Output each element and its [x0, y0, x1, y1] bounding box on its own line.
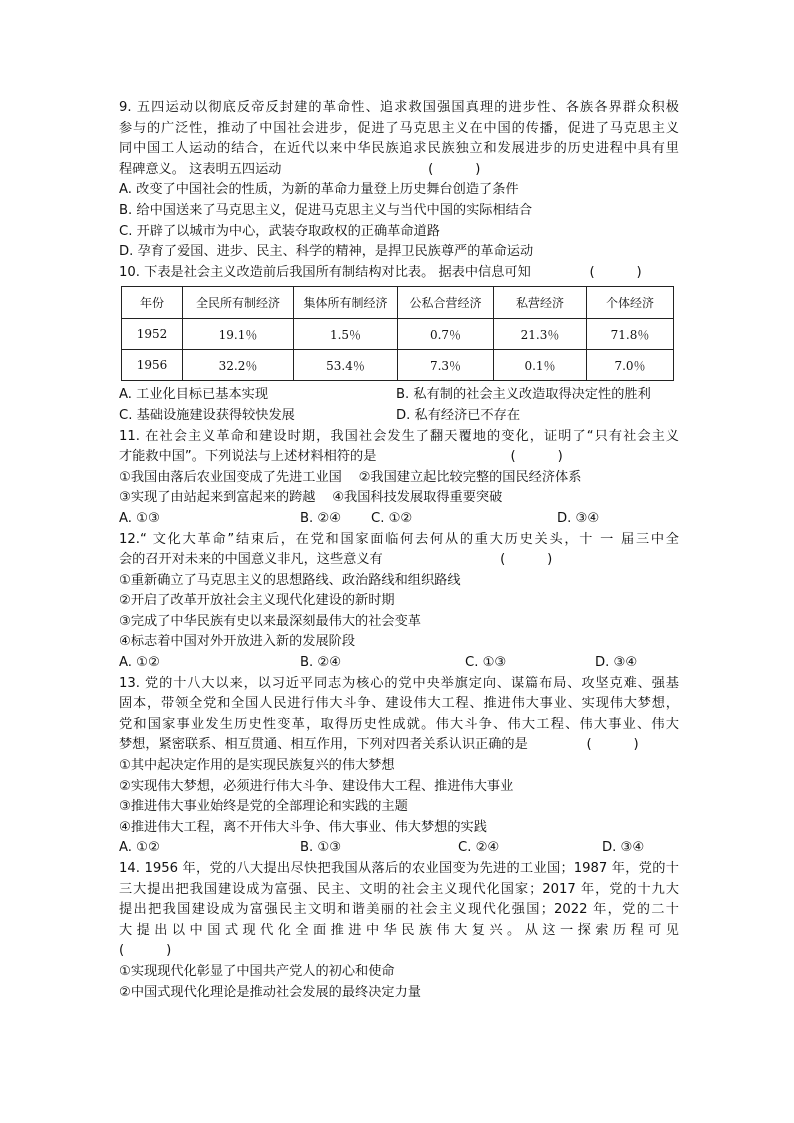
- question-11-stem-line: 11. 在社会主义革命和建设时期，我国社会发生了翻天覆地的变化，证明了“只有社会主义: [119, 428, 679, 444]
- question-13-option-b: B. ①③: [300, 840, 342, 856]
- question-10: [119, 263, 679, 427]
- question-9: [119, 98, 679, 263]
- question-12-option-c: C. ①③: [465, 655, 507, 671]
- question-12-item: ③完成了中华民族有史以来最深刻最伟大的社会变革: [119, 613, 421, 629]
- question-11-option-d: D. ③④: [557, 510, 600, 526]
- question-12: [119, 530, 679, 674]
- question-9-option-a: A. 改变了中国社会的性质，为新的革命力量登上历史舞台创造了条件: [119, 182, 519, 198]
- question-10-option-d: D. 私有经济已不存在: [396, 407, 521, 423]
- question-9-option-d: D. 孕育了爱国、进步、民主、科学的精神，是捍卫民族尊严的革命运动: [119, 244, 534, 260]
- table-header-cell: 年份: [122, 287, 183, 319]
- table-header-cell: 公私合营经济: [398, 287, 494, 319]
- table-header-cell: 私营经济: [494, 287, 587, 319]
- question-11-item: ③实现了由站起来到富起来的跨越 ④我国科技发展取得重要突破: [119, 490, 503, 506]
- question-10-option-c: C. 基础设施建设获得较快发展: [119, 407, 295, 423]
- question-13-stem-line: 固本，带领全党和全国人民进行伟大斗争、建设伟大工程、推进伟大事业、实现伟大梦想，: [119, 696, 679, 712]
- question-11: [119, 427, 679, 530]
- question-14-item: ①实现现代化彰显了中国共产党人的初心和使命: [119, 963, 395, 979]
- question-10-options-row: [119, 385, 679, 406]
- question-13-option-a: A. ①②: [119, 840, 160, 856]
- question-12-options: [119, 653, 679, 674]
- question-13-stem-line: 梦想，紧密联系、相互贯通、相互作用，下列对四者关系认识正确的是 ( ): [119, 737, 639, 753]
- question-11-option-c: C. ①②: [371, 510, 413, 526]
- question-13-item: ①其中起决定作用的是实现民族复兴的伟大梦想: [119, 758, 395, 774]
- question-10-options-row: [119, 406, 679, 427]
- table-cell: 19.1％: [183, 319, 294, 350]
- table-cell: 7.0％: [587, 350, 674, 381]
- question-13: [119, 674, 679, 859]
- question-12-option-a: A. ①②: [119, 655, 160, 671]
- table-cell: 1956: [122, 350, 183, 381]
- question-12-option-b: B. ②④: [300, 655, 342, 671]
- table-header-cell: 个体经济: [587, 287, 674, 319]
- question-9-stem-line: 参与的广泛性，推动了中国社会进步，促进了马克思主义在中国的传播，促进了马克思主义: [119, 120, 679, 136]
- question-9-option-b: B. 给中国送来了马克思主义，促进马克思主义与当代中国的实际相结合: [119, 202, 533, 218]
- question-12-item: ④标志着中国对外开放进入新的发展阶段: [119, 634, 356, 650]
- question-14-stem-line: 三大提出把我国建设成为富强、民主、文明的社会主义现代化国家；2017 年，党的十九大: [119, 881, 679, 897]
- exam-page: [119, 98, 679, 1003]
- question-14-answer-bracket: ( ): [119, 943, 172, 959]
- table-cell: 0.1％: [494, 350, 587, 381]
- question-13-stem-line: 党和国家事业发生历史性变革，取得历史性成就。伟大斗争、伟大工程、伟大事业、伟大: [119, 716, 679, 732]
- question-10-option-b: B. 私有制的社会主义改造取得决定性的胜利: [396, 387, 651, 403]
- question-14-item: ②中国式现代化理论是推动社会发展的最终决定力量: [119, 984, 421, 1000]
- table-row: [122, 350, 674, 381]
- question-13-option-d: D. ③④: [602, 840, 645, 856]
- question-10-stem: 10. 下表是社会主义改造前后我国所有制结构对比表。 据表中信息可知 ( ): [119, 264, 642, 280]
- question-14: [119, 859, 679, 1003]
- question-14-stem-line: 大提出以中国式现代化全面推进中华民族伟大复兴。从这一探索历程可见: [119, 922, 679, 938]
- question-13-options: [119, 838, 679, 859]
- question-9-stem-line: 程碑意义。 这表明五四运动 ( ): [119, 161, 481, 177]
- question-11-stem-line: 才能救中国”。下列说法与上述材料相符的是 ( ): [119, 449, 563, 465]
- question-11-item: ①我国由落后农业国变成了先进工业国 ②我国建立起比较完整的国民经济体系: [119, 469, 582, 485]
- question-12-item: ①重新确立了马克思主义的思想路线、政治路线和组织路线: [119, 572, 461, 588]
- table-header-row: [122, 287, 674, 319]
- question-11-option-a: A. ①③: [119, 510, 160, 526]
- table-header-cell: 全民所有制经济: [183, 287, 294, 319]
- table-cell: 0.7％: [398, 319, 494, 350]
- question-13-item: ③推进伟大事业始终是党的全部理论和实践的主题: [119, 799, 408, 815]
- question-11-option-b: B. ②④: [300, 510, 342, 526]
- table-cell: 71.8％: [587, 319, 674, 350]
- table-cell: 53.4％: [294, 350, 398, 381]
- question-10-option-a: A. 工业化目标已基本实现: [119, 387, 269, 403]
- question-12-item: ②开启了改革开放社会主义现代化建设的新时期: [119, 593, 395, 609]
- table-cell: 7.3％: [398, 350, 494, 381]
- table-header-cell: 集体所有制经济: [294, 287, 398, 319]
- table-cell: 21.3％: [494, 319, 587, 350]
- question-9-stem-line: 9. 五四运动以彻底反帝反封建的革命性、追求救国强国真理的进步性、各族各界群众积极: [119, 100, 679, 115]
- question-12-stem-line: 12.“ 文化大革命”结束后，在党和国家面临何去何从的重大历史关头，十 一 届三中全: [119, 531, 679, 547]
- question-13-item: ④推进伟大工程，离不开伟大斗争、伟大事业、伟大梦想的实践: [119, 819, 487, 835]
- question-9-option-c: C. 开辟了以城市为中心，武装夺取政权的正确革命道路: [119, 223, 440, 239]
- question-11-options: [119, 509, 679, 530]
- table-cell: 32.2％: [183, 350, 294, 381]
- question-13-stem-line: 13. 党的十八大以来，以习近平同志为核心的党中央举旗定向、谋篇布局、攻坚克难、强基: [119, 675, 679, 691]
- question-12-stem-line: 会的召开对未来的中国意义非凡，这些意义有 ( ): [119, 552, 553, 568]
- table-row: [122, 319, 674, 350]
- ownership-structure-table: [121, 286, 674, 381]
- question-13-item: ②实现伟大梦想，必须进行伟大斗争、建设伟大工程、推进伟大事业: [119, 778, 514, 794]
- question-14-stem-line: 14. 1956 年，党的八大提出尽快把我国从落后的农业国变为先进的工业国；1987 年，党的十: [119, 861, 679, 876]
- question-12-option-d: D. ③④: [595, 655, 638, 671]
- question-9-stem-line: 同中国工人运动的结合，在近代以来中华民族追求民族独立和发展进步的历史进程中具有里: [119, 141, 679, 157]
- table-cell: 1952: [122, 319, 183, 350]
- table-cell: 1.5％: [294, 319, 398, 350]
- question-13-option-c: C. ②④: [458, 840, 500, 856]
- question-14-stem-line: 提出把我国建设成为富强民主文明和谐美丽的社会主义现代化强国；2022 年，党的二十: [119, 902, 679, 918]
